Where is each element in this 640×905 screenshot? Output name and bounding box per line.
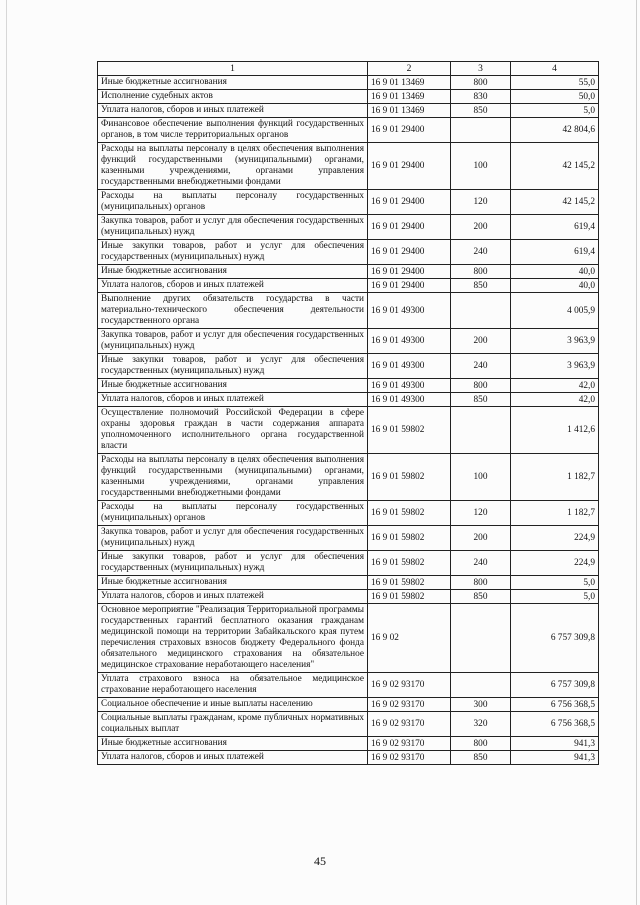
row-amount-cell: 3 963,9 bbox=[511, 354, 599, 379]
row-name-cell: Выполнение других обязательств государства в части материально-технического обеспечения деятельности государственного органа bbox=[98, 293, 368, 329]
table-row bbox=[98, 501, 599, 526]
row-amount-cell: 42 145,2 bbox=[511, 143, 599, 190]
row-name-cell: Расходы на выплаты персоналу в целях обеспечения выполнения функций государственными (муниципальными) органами, казенными учреждениями, органами управления государственными внебюджетными фондами bbox=[98, 454, 368, 501]
row-name-cell: Уплата налогов, сборов и иных платежей bbox=[98, 279, 368, 293]
row-code-cell: 16 9 01 29400 bbox=[368, 279, 451, 293]
row-code-cell: 16 9 01 29400 bbox=[368, 118, 451, 143]
row-name-cell: Иные закупки товаров, работ и услуг для обеспечения государственных (муниципальных) нужд bbox=[98, 551, 368, 576]
row-amount-cell: 5,0 bbox=[511, 104, 599, 118]
row-amount-cell: 42,0 bbox=[511, 393, 599, 407]
row-expense-type-cell: 100 bbox=[451, 143, 511, 190]
row-name-cell: Иные бюджетные ассигнования bbox=[98, 265, 368, 279]
row-expense-type-cell: 850 bbox=[451, 104, 511, 118]
table-row bbox=[98, 76, 599, 90]
table-row bbox=[98, 118, 599, 143]
row-name-cell: Уплата страхового взноса на обязательное медицинское страхование неработающего населения bbox=[98, 673, 368, 698]
table-row bbox=[98, 454, 599, 501]
row-code-cell: 16 9 01 49300 bbox=[368, 393, 451, 407]
row-code-cell: 16 9 01 59802 bbox=[368, 526, 451, 551]
table-row bbox=[98, 751, 599, 765]
row-name-cell: Закупка товаров, работ и услуг для обеспечения государственных (муниципальных) нужд bbox=[98, 215, 368, 240]
row-name-cell: Иные бюджетные ассигнования bbox=[98, 737, 368, 751]
table-row bbox=[98, 354, 599, 379]
row-expense-type-cell bbox=[451, 604, 511, 673]
row-expense-type-cell: 800 bbox=[451, 576, 511, 590]
row-amount-cell: 224,9 bbox=[511, 551, 599, 576]
row-amount-cell: 4 005,9 bbox=[511, 293, 599, 329]
row-amount-cell: 3 963,9 bbox=[511, 329, 599, 354]
row-name-cell: Уплата налогов, сборов и иных платежей bbox=[98, 590, 368, 604]
table-row bbox=[98, 698, 599, 712]
row-expense-type-cell: 850 bbox=[451, 279, 511, 293]
row-code-cell: 16 9 01 49300 bbox=[368, 354, 451, 379]
row-expense-type-cell: 120 bbox=[451, 501, 511, 526]
row-amount-cell: 941,3 bbox=[511, 737, 599, 751]
row-code-cell: 16 9 01 13469 bbox=[368, 90, 451, 104]
row-expense-type-cell: 800 bbox=[451, 737, 511, 751]
row-name-cell: Иные бюджетные ассигнования bbox=[98, 576, 368, 590]
row-amount-cell: 42,0 bbox=[511, 379, 599, 393]
row-expense-type-cell bbox=[451, 293, 511, 329]
column-header: 3 bbox=[451, 62, 511, 76]
row-amount-cell: 5,0 bbox=[511, 576, 599, 590]
row-expense-type-cell: 100 bbox=[451, 454, 511, 501]
row-expense-type-cell: 850 bbox=[451, 393, 511, 407]
row-expense-type-cell: 800 bbox=[451, 379, 511, 393]
scan-edge-left bbox=[6, 0, 7, 905]
row-code-cell: 16 9 01 29400 bbox=[368, 240, 451, 265]
row-amount-cell: 224,9 bbox=[511, 526, 599, 551]
row-code-cell: 16 9 01 29400 bbox=[368, 143, 451, 190]
row-code-cell: 16 9 01 59802 bbox=[368, 576, 451, 590]
row-expense-type-cell: 320 bbox=[451, 712, 511, 737]
table-row bbox=[98, 526, 599, 551]
row-code-cell: 16 9 01 13469 bbox=[368, 76, 451, 90]
row-name-cell: Социальное обеспечение и иные выплаты населению bbox=[98, 698, 368, 712]
row-expense-type-cell: 800 bbox=[451, 265, 511, 279]
column-header: 4 bbox=[511, 62, 599, 76]
row-name-cell: Закупка товаров, работ и услуг для обеспечения государственных (муниципальных) нужд bbox=[98, 526, 368, 551]
scan-edge-right bbox=[636, 0, 637, 905]
table-row bbox=[98, 279, 599, 293]
row-code-cell: 16 9 01 49300 bbox=[368, 379, 451, 393]
row-code-cell: 16 9 02 93170 bbox=[368, 751, 451, 765]
row-expense-type-cell: 830 bbox=[451, 90, 511, 104]
row-expense-type-cell: 200 bbox=[451, 215, 511, 240]
row-amount-cell: 6 757 309,8 bbox=[511, 604, 599, 673]
row-amount-cell: 42 145,2 bbox=[511, 190, 599, 215]
row-expense-type-cell: 300 bbox=[451, 698, 511, 712]
row-name-cell: Осуществление полномочий Российской Федерации в сфере охраны здоровья граждан в части содержания аппарата уполномоченного исполнительного органа государственной власти bbox=[98, 407, 368, 454]
table-row bbox=[98, 293, 599, 329]
row-code-cell: 16 9 01 29400 bbox=[368, 265, 451, 279]
row-code-cell: 16 9 02 93170 bbox=[368, 673, 451, 698]
table-row bbox=[98, 393, 599, 407]
row-code-cell: 16 9 01 59802 bbox=[368, 454, 451, 501]
table-row bbox=[98, 576, 599, 590]
row-name-cell: Финансовое обеспечение выполнения функций государственных органов, в том числе территориальных органов bbox=[98, 118, 368, 143]
row-expense-type-cell: 200 bbox=[451, 329, 511, 354]
table-body bbox=[98, 76, 599, 765]
row-amount-cell: 42 804,6 bbox=[511, 118, 599, 143]
row-code-cell: 16 9 02 93170 bbox=[368, 737, 451, 751]
table-row bbox=[98, 604, 599, 673]
row-code-cell: 16 9 01 29400 bbox=[368, 215, 451, 240]
row-amount-cell: 619,4 bbox=[511, 240, 599, 265]
row-expense-type-cell: 120 bbox=[451, 190, 511, 215]
row-amount-cell: 1 182,7 bbox=[511, 501, 599, 526]
row-expense-type-cell bbox=[451, 118, 511, 143]
row-name-cell: Исполнение судебных актов bbox=[98, 90, 368, 104]
table-header bbox=[98, 62, 599, 76]
row-amount-cell: 6 757 309,8 bbox=[511, 673, 599, 698]
row-code-cell: 16 9 01 59802 bbox=[368, 551, 451, 576]
table-row bbox=[98, 673, 599, 698]
row-amount-cell: 40,0 bbox=[511, 265, 599, 279]
row-amount-cell: 1 182,7 bbox=[511, 454, 599, 501]
table-row bbox=[98, 104, 599, 118]
table-row bbox=[98, 329, 599, 354]
table-row bbox=[98, 590, 599, 604]
row-amount-cell: 6 756 368,5 bbox=[511, 712, 599, 737]
row-expense-type-cell: 800 bbox=[451, 76, 511, 90]
row-code-cell: 16 9 01 59802 bbox=[368, 590, 451, 604]
table-row bbox=[98, 143, 599, 190]
row-code-cell: 16 9 02 bbox=[368, 604, 451, 673]
row-expense-type-cell: 240 bbox=[451, 240, 511, 265]
row-code-cell: 16 9 01 13469 bbox=[368, 104, 451, 118]
row-name-cell: Иные закупки товаров, работ и услуг для обеспечения государственных (муниципальных) нужд bbox=[98, 240, 368, 265]
row-expense-type-cell: 240 bbox=[451, 551, 511, 576]
table-row bbox=[98, 712, 599, 737]
table-row bbox=[98, 379, 599, 393]
page-number: 45 bbox=[314, 854, 326, 868]
row-amount-cell: 941,3 bbox=[511, 751, 599, 765]
row-amount-cell: 55,0 bbox=[511, 76, 599, 90]
column-header: 2 bbox=[368, 62, 451, 76]
row-code-cell: 16 9 01 49300 bbox=[368, 329, 451, 354]
row-amount-cell: 5,0 bbox=[511, 590, 599, 604]
row-expense-type-cell: 850 bbox=[451, 751, 511, 765]
table-row bbox=[98, 551, 599, 576]
row-name-cell: Иные бюджетные ассигнования bbox=[98, 379, 368, 393]
row-name-cell: Уплата налогов, сборов и иных платежей bbox=[98, 751, 368, 765]
row-code-cell: 16 9 02 93170 bbox=[368, 698, 451, 712]
table-row bbox=[98, 90, 599, 104]
table-row bbox=[98, 407, 599, 454]
budget-table bbox=[97, 61, 599, 765]
row-name-cell: Расходы на выплаты персоналу в целях обеспечения выполнения функций государственными (муниципальными) органами, казенными учреждениями, органами управления государственными внебюджетными фондами bbox=[98, 143, 368, 190]
row-name-cell: Расходы на выплаты персоналу государственных (муниципальных) органов bbox=[98, 190, 368, 215]
row-name-cell: Расходы на выплаты персоналу государственных (муниципальных) органов bbox=[98, 501, 368, 526]
row-name-cell: Уплата налогов, сборов и иных платежей bbox=[98, 393, 368, 407]
row-expense-type-cell: 200 bbox=[451, 526, 511, 551]
row-expense-type-cell bbox=[451, 673, 511, 698]
row-expense-type-cell: 850 bbox=[451, 590, 511, 604]
row-code-cell: 16 9 01 59802 bbox=[368, 407, 451, 454]
row-name-cell: Уплата налогов, сборов и иных платежей bbox=[98, 104, 368, 118]
row-code-cell: 16 9 01 29400 bbox=[368, 190, 451, 215]
row-name-cell: Иные бюджетные ассигнования bbox=[98, 76, 368, 90]
row-expense-type-cell: 240 bbox=[451, 354, 511, 379]
row-expense-type-cell bbox=[451, 407, 511, 454]
table-row bbox=[98, 737, 599, 751]
row-code-cell: 16 9 02 93170 bbox=[368, 712, 451, 737]
row-amount-cell: 619,4 bbox=[511, 215, 599, 240]
header-row bbox=[98, 62, 599, 76]
row-amount-cell: 1 412,6 bbox=[511, 407, 599, 454]
row-code-cell: 16 9 01 59802 bbox=[368, 501, 451, 526]
row-name-cell: Основное мероприятие "Реализация Территориальной программы государственных гарантий бесплатного оказания гражданам медицинской помощи на территории Забайкальского края путем перечисления страховых взносов бюджету Федерального фонда обязательного медицинского страхования на обязательное медицинское страхование неработающего населения" bbox=[98, 604, 368, 673]
row-name-cell: Иные закупки товаров, работ и услуг для обеспечения государственных (муниципальных) нужд bbox=[98, 354, 368, 379]
table-row bbox=[98, 265, 599, 279]
row-amount-cell: 6 756 368,5 bbox=[511, 698, 599, 712]
row-amount-cell: 50,0 bbox=[511, 90, 599, 104]
row-name-cell: Социальные выплаты гражданам, кроме публичных нормативных социальных выплат bbox=[98, 712, 368, 737]
table-row bbox=[98, 240, 599, 265]
table-row bbox=[98, 190, 599, 215]
row-code-cell: 16 9 01 49300 bbox=[368, 293, 451, 329]
column-header: 1 bbox=[98, 62, 368, 76]
row-name-cell: Закупка товаров, работ и услуг для обеспечения государственных (муниципальных) нужд bbox=[98, 329, 368, 354]
table-row bbox=[98, 215, 599, 240]
row-amount-cell: 40,0 bbox=[511, 279, 599, 293]
